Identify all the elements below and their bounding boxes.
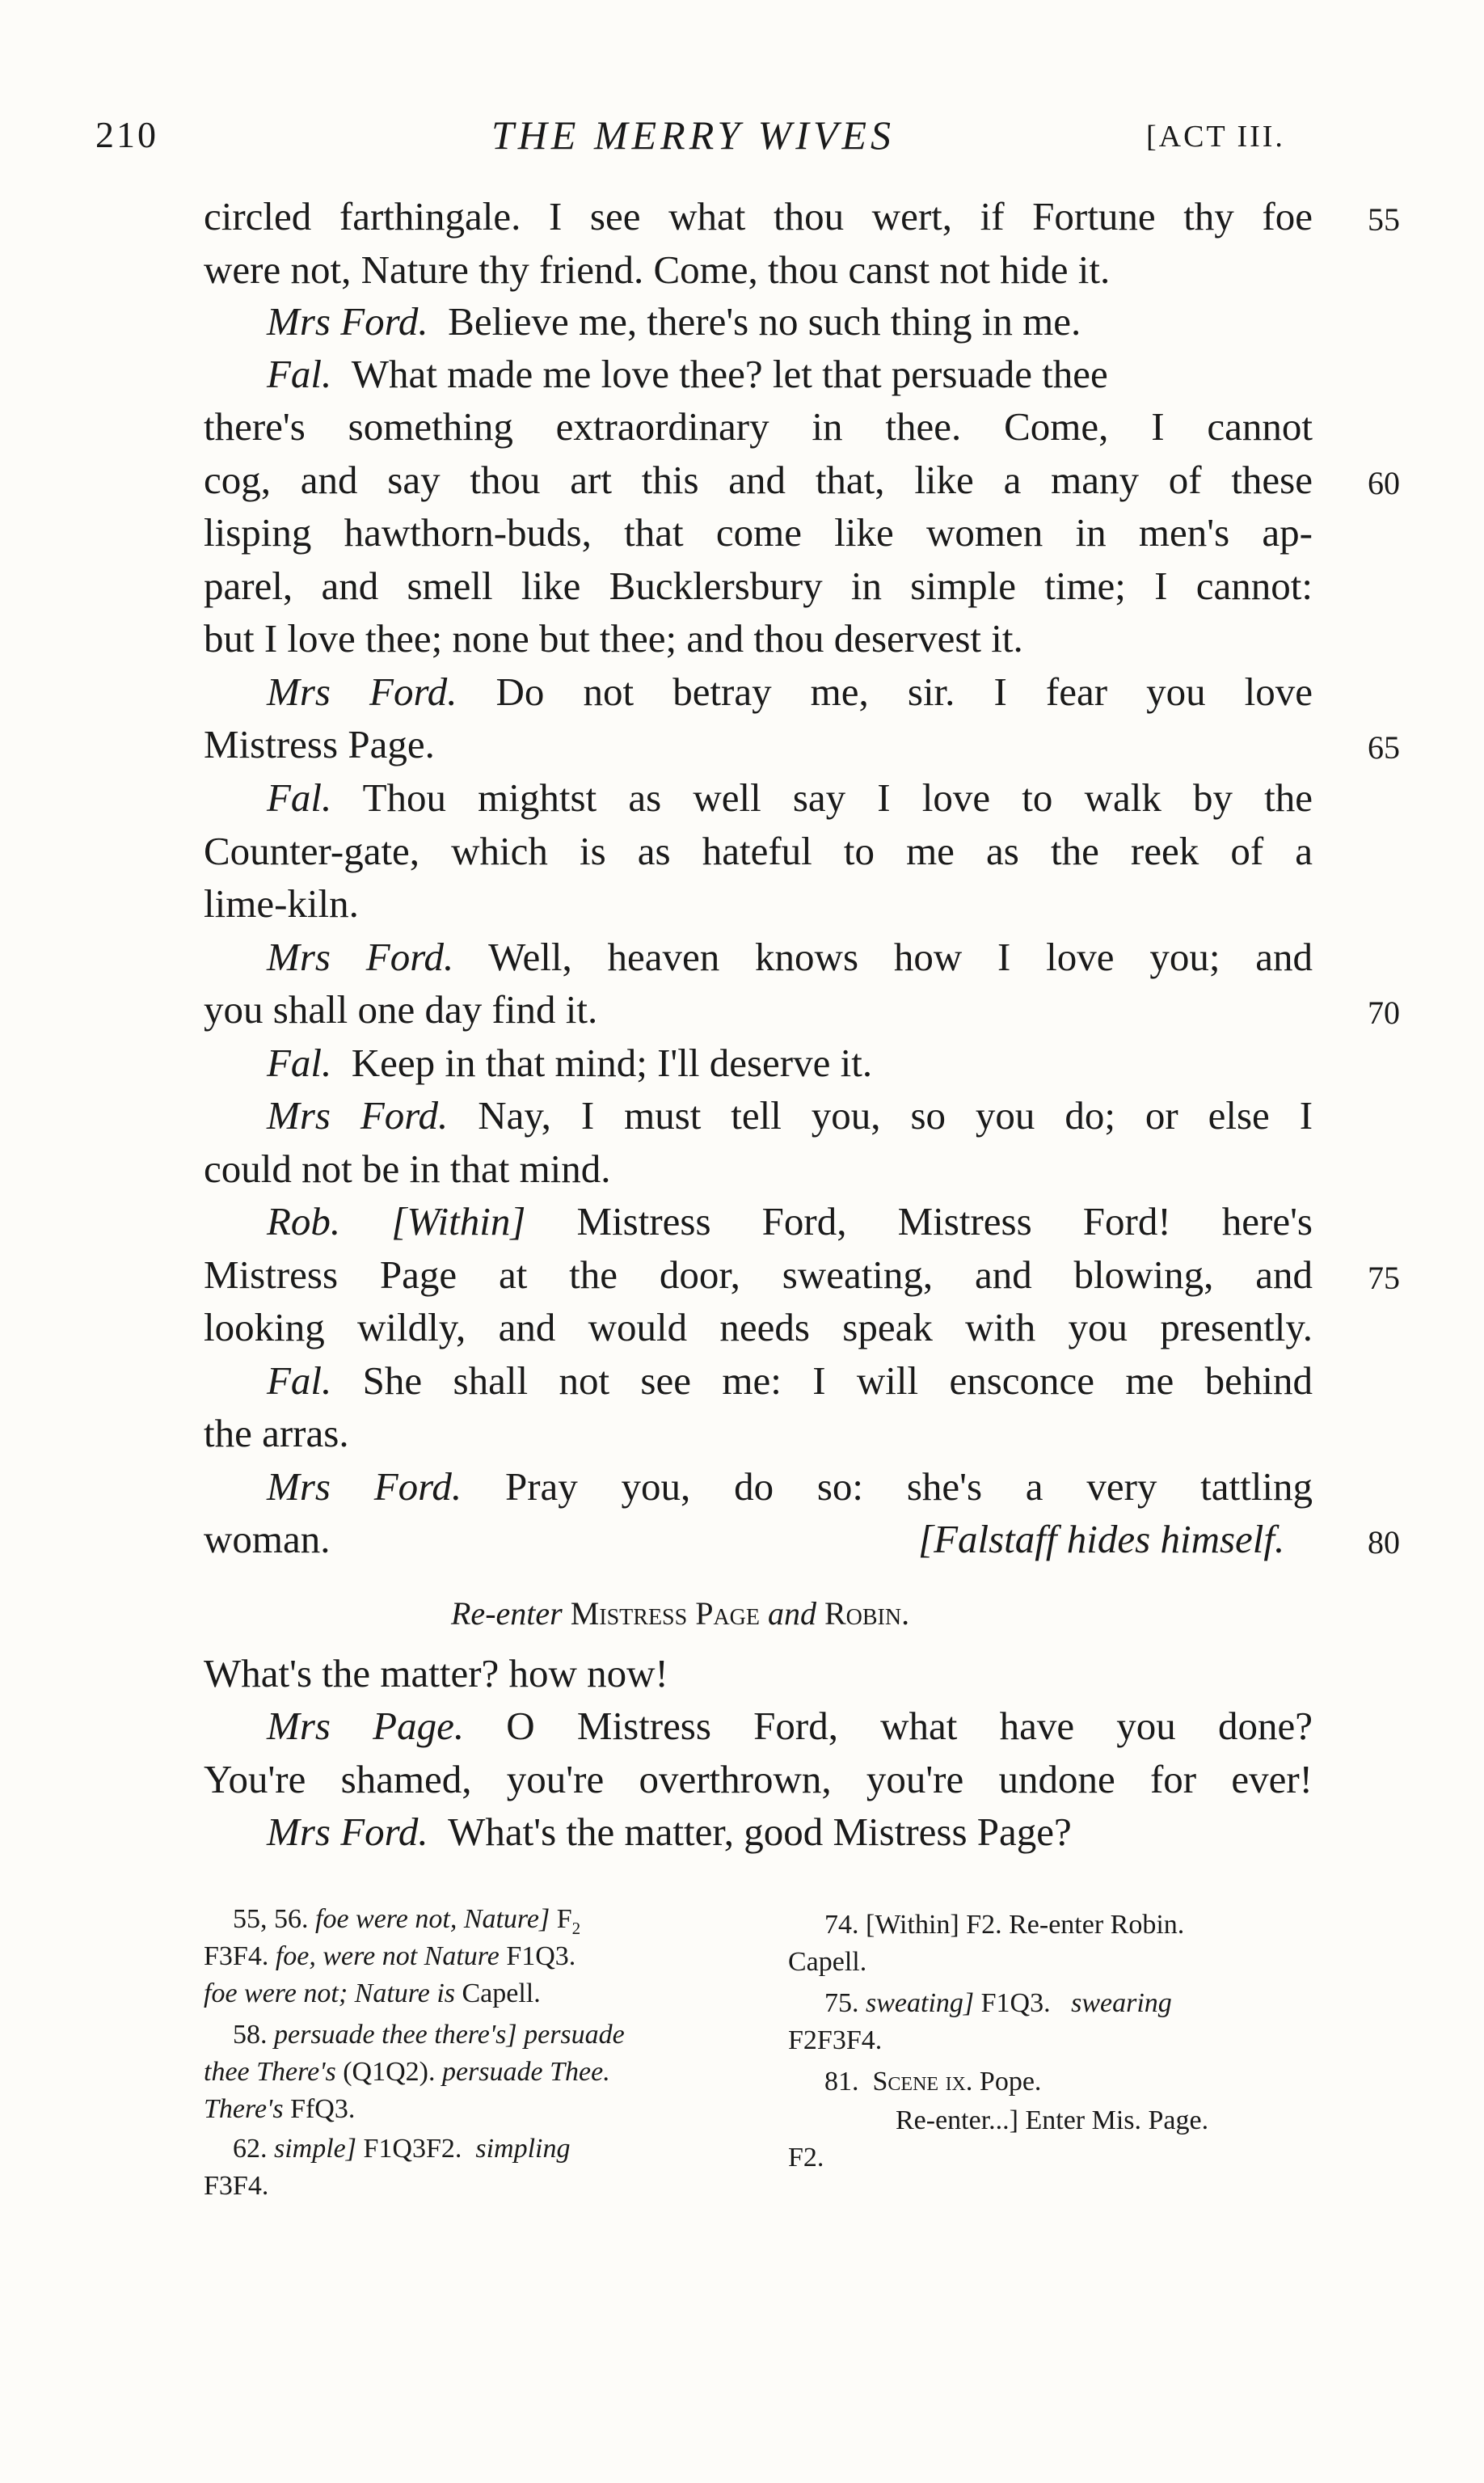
- speech-text: Thou mightst as well say I love to walk by the: [362, 775, 1313, 820]
- speech-line: [267, 299, 1313, 344]
- text-line: could not be in that mind.: [204, 1146, 611, 1191]
- footnote-text: persuade: [524, 2020, 625, 2050]
- speaker-name: Rob.: [267, 1199, 341, 1244]
- footnote-line: Re-enter...] Enter Mis. Page.: [896, 2105, 1209, 2135]
- speech-text: What made me love thee? let that persuade thee: [351, 352, 1108, 396]
- text-line: cog, and say thou art this and that, like a many of these: [204, 458, 1313, 502]
- text-line: Counter-gate, which is as hateful to me as the reek of a: [204, 829, 1313, 873]
- footnote-text: swearing: [1071, 1988, 1172, 2018]
- footnote-text: Capell.: [462, 1978, 541, 2008]
- speech-line: [267, 354, 1313, 394]
- footnote-text: F1Q3.: [980, 1988, 1051, 2018]
- line-number: 80: [1368, 1524, 1400, 1560]
- speaker-name: Mrs Ford.: [267, 1093, 449, 1138]
- act-marker: [ACT III.: [1146, 120, 1285, 154]
- footnote-text: F1Q3F2.: [363, 2134, 462, 2164]
- footnote-number: 55, 56.: [233, 1904, 309, 1934]
- footnote-text: persuade thee there's]: [274, 2020, 517, 2050]
- speaker-name: Fal.: [267, 775, 332, 820]
- footnote-line: [204, 1943, 575, 1970]
- speech-line: [267, 937, 1313, 977]
- text-line: parel, and smell like Bucklersbury in simple time; I cannot:: [204, 564, 1313, 608]
- footnote-line: [204, 2096, 355, 2123]
- speaker-name: Mrs Ford.: [267, 1809, 428, 1854]
- footnote-line: F2.: [788, 2143, 824, 2173]
- speech-line: [267, 1706, 1313, 1746]
- text-line: were not, Nature thy friend. Come, thou canst not hide it.: [204, 247, 1111, 292]
- running-title: THE MERRY WIVES: [491, 112, 896, 158]
- speech-line: [267, 669, 1313, 714]
- stage-direction-text: Robin.: [824, 1595, 910, 1632]
- speech-text: Mistress Ford, Mistress Ford! here's: [576, 1199, 1313, 1244]
- text-line: circled farthingale. I see what thou wert, if Fortune thy foe: [204, 194, 1313, 239]
- stage-direction-entry: [451, 1594, 909, 1632]
- text-line: you shall one day find it.: [204, 987, 598, 1032]
- footnote-text: foe, were not Nature: [275, 1941, 500, 1971]
- speech-line: [267, 775, 1313, 820]
- speech-line: [267, 1043, 1313, 1083]
- text-line: Mistress Page.: [204, 722, 435, 766]
- footnote-text: simpling: [475, 2134, 571, 2164]
- speech-text: She shall not see me: I will ensconce me behind: [362, 1358, 1313, 1403]
- speech-text: Believe me, there's no such thing in me.: [448, 299, 1081, 344]
- footnote-text: $F_2$: [556, 1904, 581, 1938]
- footnote-text: F3F4.: [204, 1941, 269, 1971]
- footnote-text: F1Q3.: [506, 1941, 576, 1971]
- text-line: but I love thee; none but thee; and thou deservest it.: [204, 616, 1023, 661]
- speaker-name: Fal.: [267, 352, 332, 396]
- footnote-text: thee There's: [204, 2057, 336, 2087]
- footnote-text: There's: [204, 2094, 284, 2124]
- footnote-line: F2F3F4.: [788, 2025, 883, 2055]
- footnote-text: simple]: [274, 2134, 356, 2164]
- stage-direction-text: Re-enter: [451, 1595, 563, 1632]
- footnote-line: [233, 1906, 580, 1937]
- speaker-name: Mrs Ford.: [267, 299, 428, 344]
- speech-line: [267, 1358, 1313, 1403]
- speech-text: Keep in that mind; I'll deserve it.: [351, 1041, 873, 1085]
- stage-direction-text: Mistress Page: [570, 1595, 760, 1632]
- speaker-name: Mrs Ford.: [267, 669, 457, 714]
- footnote-line: [204, 1980, 541, 2008]
- text-line: lime-kiln.: [204, 881, 359, 926]
- text-line: lisping hawthorn-buds, that come like women in men's ap-: [204, 510, 1313, 555]
- text-line: the arras.: [204, 1411, 349, 1455]
- footnote-line: F3F4.: [204, 2171, 269, 2201]
- speech-line: [267, 1464, 1313, 1509]
- footnote-text: (Q1Q2).: [343, 2057, 436, 2087]
- footnote-text: sweating]: [866, 1988, 975, 2018]
- line-number: 55: [1368, 201, 1400, 238]
- footnote-text: persuade Thee.: [441, 2057, 610, 2087]
- speech-line: [267, 1809, 1313, 1854]
- speech-text: Do not betray me, sir. I fear you love: [495, 669, 1313, 714]
- speech-text: What's the matter, good Mistress Page?: [448, 1809, 1072, 1854]
- stage-direction: [Within]: [391, 1199, 526, 1244]
- text-line: Mistress Page at the door, sweating, and blowing, and: [204, 1252, 1313, 1297]
- footnote-line: 74. [Within] F2. Re-enter Robin.: [824, 1910, 1185, 1940]
- footnote-number: 58.: [233, 2020, 268, 2050]
- footnote-line: [824, 1990, 1172, 2017]
- speech-text: Well, heaven knows how I love you; and: [488, 935, 1313, 979]
- line-number: 75: [1368, 1260, 1400, 1296]
- footnote-line: [233, 2135, 571, 2163]
- speaker-name: Fal.: [267, 1041, 332, 1085]
- speech-line: [267, 1093, 1313, 1138]
- footnote-line: [204, 2059, 610, 2086]
- speech-line: [267, 1199, 1313, 1244]
- stage-direction: [Falstaff hides himself.: [918, 1517, 1285, 1561]
- footnote-text: foe were not, Nature]: [315, 1904, 550, 1934]
- footnote-number: 62.: [233, 2134, 268, 2164]
- text-line: woman.: [204, 1517, 331, 1561]
- speech-text: Nay, I must tell you, so you do; or else I: [478, 1093, 1313, 1138]
- footnote-text: foe were not; Nature is: [204, 1978, 455, 2008]
- text-line: looking wildly, and would needs speak with you presently.: [204, 1305, 1313, 1349]
- speech-text: O Mistress Ford, what have you done?: [506, 1704, 1313, 1748]
- line-number: 60: [1368, 465, 1400, 501]
- page-number: 210: [95, 114, 158, 155]
- text-line: there's something extraordinary in thee. Come, I cannot: [204, 404, 1313, 449]
- line-number: 65: [1368, 729, 1400, 766]
- text-line: What's the matter? how now!: [204, 1651, 668, 1695]
- speaker-name: Mrs Page.: [267, 1704, 465, 1748]
- footnote-text: Scene ix.: [872, 2067, 973, 2097]
- speech-text: Pray you, do so: she's a very tattling: [504, 1464, 1313, 1509]
- footnote-number: 81.: [824, 2067, 859, 2097]
- footnote-line: Capell.: [788, 1947, 867, 1977]
- footnote-line: [824, 2068, 1041, 2096]
- footnote-line: [233, 2021, 625, 2049]
- speaker-name: Mrs Ford.: [267, 1464, 462, 1509]
- line-number: 70: [1368, 994, 1400, 1031]
- footnote-number: 75.: [824, 1988, 859, 2018]
- footnote-text: FfQ3.: [290, 2094, 356, 2124]
- speaker-name: Mrs Ford.: [267, 935, 454, 979]
- speaker-name: Fal.: [267, 1358, 332, 1403]
- text-line: You're shamed, you're overthrown, you're undone for ever!: [204, 1757, 1313, 1801]
- footnote-text: Pope.: [979, 2067, 1042, 2097]
- stage-direction-text: and: [767, 1595, 816, 1632]
